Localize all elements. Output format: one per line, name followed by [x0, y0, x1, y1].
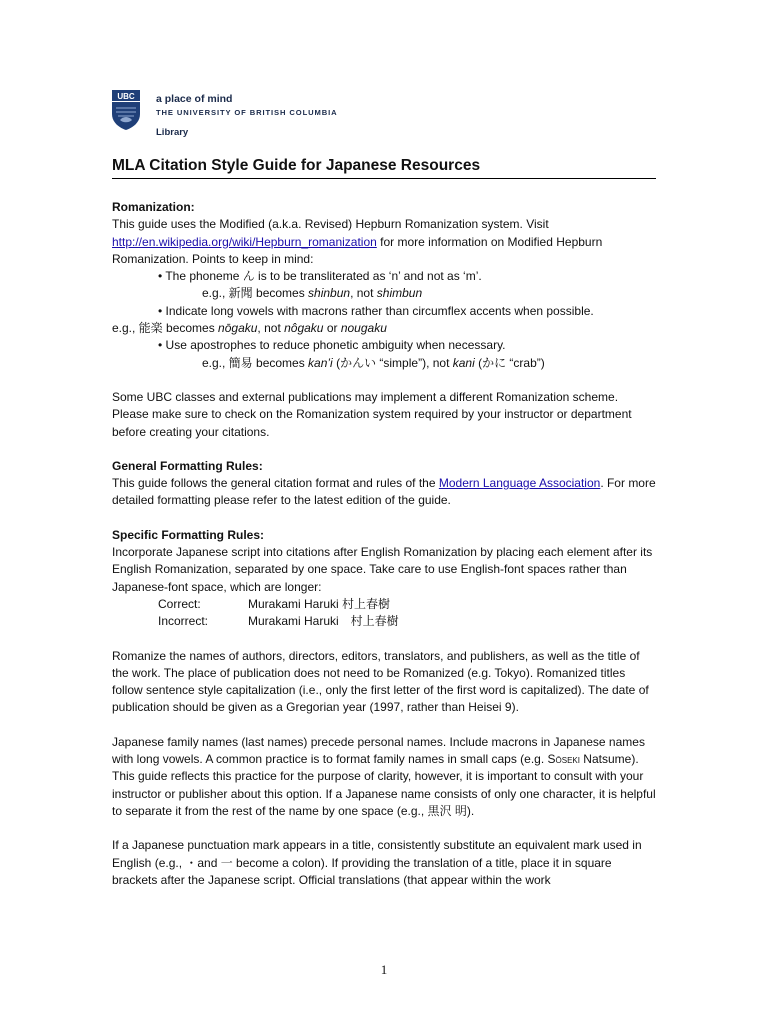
- incorrect-value: Murakami Haruki 村上春樹: [248, 614, 399, 629]
- correct-example-row: [112, 596, 656, 613]
- punctuation-paragraph: If a Japanese punctuation mark appears in a title, consistently substitute an equivalent mark used in English (e.g., ・and 一 become a colon). If providing the translation of a title, place it in square brackets after the Japanese script. Official translations (that appear within the work: [112, 838, 642, 887]
- romanization-note: Some UBC classes and external publications may implement a different Romanization scheme. Please make sure to check on the Romanization system required by your instructor or department before creating your citations.: [112, 389, 632, 439]
- hepburn-link[interactable]: http://en.wikipedia.org/wiki/Hepburn_romanization: [112, 234, 377, 249]
- specific-text: Incorporate Japanese script into citations after English Romanization by placing each element after its English Romanization, separated by one space. Take care to use English-font spaces rather than Japanese-font space, which are longer:: [112, 545, 653, 594]
- example-phoneme: e.g., 新聞 becomes shinbun, not shimbun: [202, 286, 423, 301]
- page-number: 1: [380, 962, 388, 977]
- family-names-paragraph: Japanese family names (last names) precede personal names. Include macrons in Japanese names with long vowels. A common practice is to format family names in small caps (e.g. Sōseki Natsume). This guide reflects this practice for the purpose of clarity, however, it is important to consult with your instructor or publisher about this option. If a Japanese name consists of only one character, it is helpful to separate it from the rest of the name by one space (e.g., 黒沢 明).: [112, 734, 656, 818]
- example-macrons: e.g., 能楽 becomes nōgaku, not nôgaku or nougaku: [112, 321, 387, 336]
- incorrect-example-row: [112, 613, 656, 630]
- university-name: THE UNIVERSITY OF BRITISH COLUMBIA: [156, 108, 338, 117]
- romanization-intro: This guide uses the Modified (a.k.a. Revised) Hepburn Romanization system. Visit http://en.wikipedia.org/wiki/Hepburn_romanization for more information on Modified Hepburn Romanization. Points to keep in mind:: [112, 217, 603, 266]
- names-paragraph: Romanize the names of authors, directors, editors, translators, and publishers, as well as the title of the work. The place of publication does not need to be Romanized (e.g. Tokyo). Romanized titles follow sentence style capitalization (i.e., only the first letter of the first word is capitalized). The date of publication should be given as a Gregorian year (1997, rather than Heisei 9).: [112, 648, 649, 715]
- library-label: Library: [156, 127, 189, 138]
- bullet-apostrophes: • Use apostrophes to reduce phonetic ambiguity when necessary.: [158, 338, 506, 353]
- ubc-library-logo: [112, 90, 412, 142]
- section-heading-specific: Specific Formatting Rules:: [112, 527, 265, 542]
- general-text: This guide follows the general citation format and rules of the Modern Language Association. For more detailed formatting please refer to the latest edition of the guide.: [112, 476, 656, 508]
- page-title: MLA Citation Style Guide for Japanese Resources: [112, 157, 656, 179]
- tagline: a place of mind: [156, 93, 233, 105]
- example-apostrophes: e.g., 簡易 becomes kan’i (かんい “simple”), not kani (かに “crab”): [202, 355, 545, 370]
- incorrect-label: Incorrect:: [158, 614, 209, 629]
- document-body: [112, 199, 656, 889]
- correct-label: Correct:: [158, 596, 201, 611]
- mla-link[interactable]: Modern Language Association: [438, 476, 601, 491]
- svg-text:UBC: UBC: [117, 92, 135, 101]
- bullet-macrons: • Indicate long vowels with macrons rather than circumflex accents when possible.: [158, 303, 594, 318]
- correct-value: Murakami Haruki 村上春樹: [248, 596, 391, 611]
- bullet-phoneme: • The phoneme ん is to be transliterated as ‘n’ and not as ‘m’.: [158, 269, 482, 284]
- section-heading-general: General Formatting Rules:: [112, 458, 263, 473]
- section-heading-romanization: Romanization:: [112, 200, 195, 214]
- ubc-crest-icon: [112, 90, 140, 130]
